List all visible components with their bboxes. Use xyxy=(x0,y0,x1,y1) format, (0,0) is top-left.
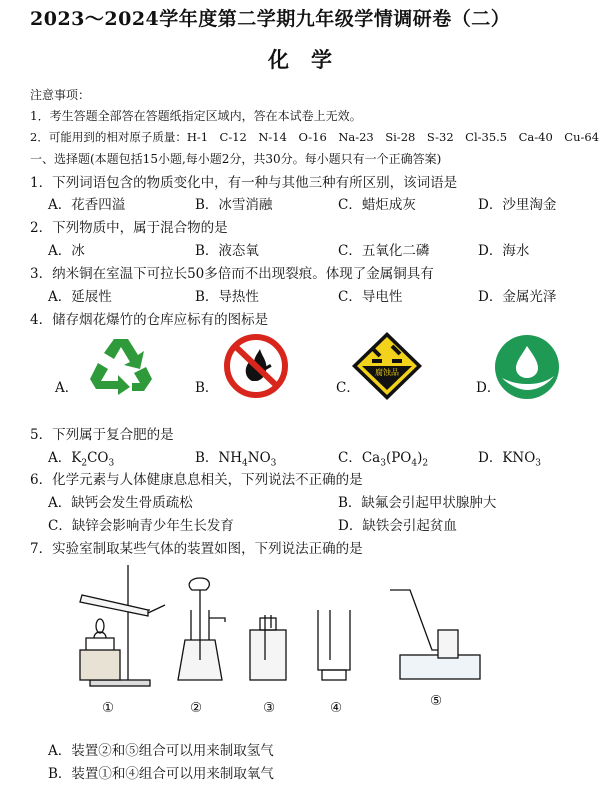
green-drop-icon xyxy=(494,334,560,400)
apparatus-label-3: ③ xyxy=(263,700,276,716)
section-header: 一、选择题(本题包括15小题,每小题2分，共30分。每小题只有一个正确答案) xyxy=(30,152,442,166)
q5-stem: 5．下列属于复合肥的是 xyxy=(30,427,174,443)
corrosive-label: 腐蚀品 xyxy=(375,368,399,377)
no-fire-icon xyxy=(222,333,290,399)
q4-option-c: C． xyxy=(336,380,360,396)
subject-title: 化学 xyxy=(268,47,354,72)
note-1: 1．考生答题全部答在答题纸指定区域内，答在本试卷上无效。 xyxy=(30,109,362,123)
q1-stem: 1．下列词语包含的物质变化中，有一种与其他三种有所区别，该词语是 xyxy=(30,175,458,191)
q6-stem: 6．化学元素与人体健康息息相关，下列说法不正确的是 xyxy=(30,472,363,488)
q2-option-d: D．海水 xyxy=(478,243,530,259)
q4-option-d: D． xyxy=(476,380,501,396)
q3-option-c: C．导电性 xyxy=(338,289,403,305)
apparatus-label-5: ⑤ xyxy=(430,693,443,709)
q6-option-b: B．缺氟会引起甲状腺肿大 xyxy=(338,495,497,511)
q6-option-d: D．缺铁会引起贫血 xyxy=(338,518,457,534)
q6-option-c: C．缺锌会影响青少年生长发育 xyxy=(48,518,234,534)
q3-option-d: D．金属光泽 xyxy=(478,289,557,305)
q6-option-a: A．缺钙会发生骨质疏松 xyxy=(48,495,193,511)
q2-option-b: B．液态氧 xyxy=(195,243,259,259)
apparatus-label-4: ④ xyxy=(330,700,343,716)
q7-option-b: B．装置①和④组合可以用来制取氧气 xyxy=(48,766,274,782)
q7-option-a: A．装置②和⑤组合可以用来制取氢气 xyxy=(48,743,274,759)
q5-option-b: B．$NH_4NO_3$ xyxy=(195,450,277,469)
q5-option-c: C．$Ca_3(PO_4)_2$ xyxy=(338,450,429,469)
q2-option-a: A．冰 xyxy=(48,243,85,259)
q2-stem: 2．下列物质中，属于混合物的是 xyxy=(30,220,228,236)
q2-option-c: C．五氧化二磷 xyxy=(338,243,430,259)
q1-option-b: B．冰雪消融 xyxy=(195,197,273,213)
recycle-icon xyxy=(88,335,154,397)
notes-header: 注意事项： xyxy=(30,88,91,102)
q3-option-b: B．导热性 xyxy=(195,289,259,305)
apparatus-label-1: ① xyxy=(102,700,115,716)
q3-option-a: A．延展性 xyxy=(48,289,112,305)
q5-option-a: A．$K_2CO_3$ xyxy=(48,450,115,469)
q4-stem: 4．储存烟花爆竹的仓库应标有的图标是 xyxy=(30,312,269,328)
q7-stem: 7．实验室制取某些气体的装置如图，下列说法正确的是 xyxy=(30,541,363,557)
q5-option-d: D．$KNO_3$ xyxy=(478,450,542,469)
q1-option-a: A．花香四溢 xyxy=(48,197,126,213)
q3-stem: 3．纳米铜在室温下可拉长50多倍而不出现裂痕。体现了金属铜具有 xyxy=(30,266,434,282)
corrosive-icon xyxy=(350,330,424,402)
q1-option-d: D．沙里淘金 xyxy=(478,197,557,213)
apparatus-label-2: ② xyxy=(190,700,203,716)
note-2: 2．可能用到的相对原子质量：H-1 C-12 N-14 O-16 Na-23 Si-28 S-32 Cl-35.5 Ca-40 Cu-64 xyxy=(30,130,600,144)
q1-option-c: C．蜡炬成灰 xyxy=(338,197,416,213)
q4-option-b: B． xyxy=(195,380,219,396)
lab-apparatus-diagram xyxy=(60,560,500,695)
exam-title: 2023～2024学年度第二学期九年级学情调研卷（二） xyxy=(30,8,511,30)
q4-option-a: A． xyxy=(55,380,79,396)
